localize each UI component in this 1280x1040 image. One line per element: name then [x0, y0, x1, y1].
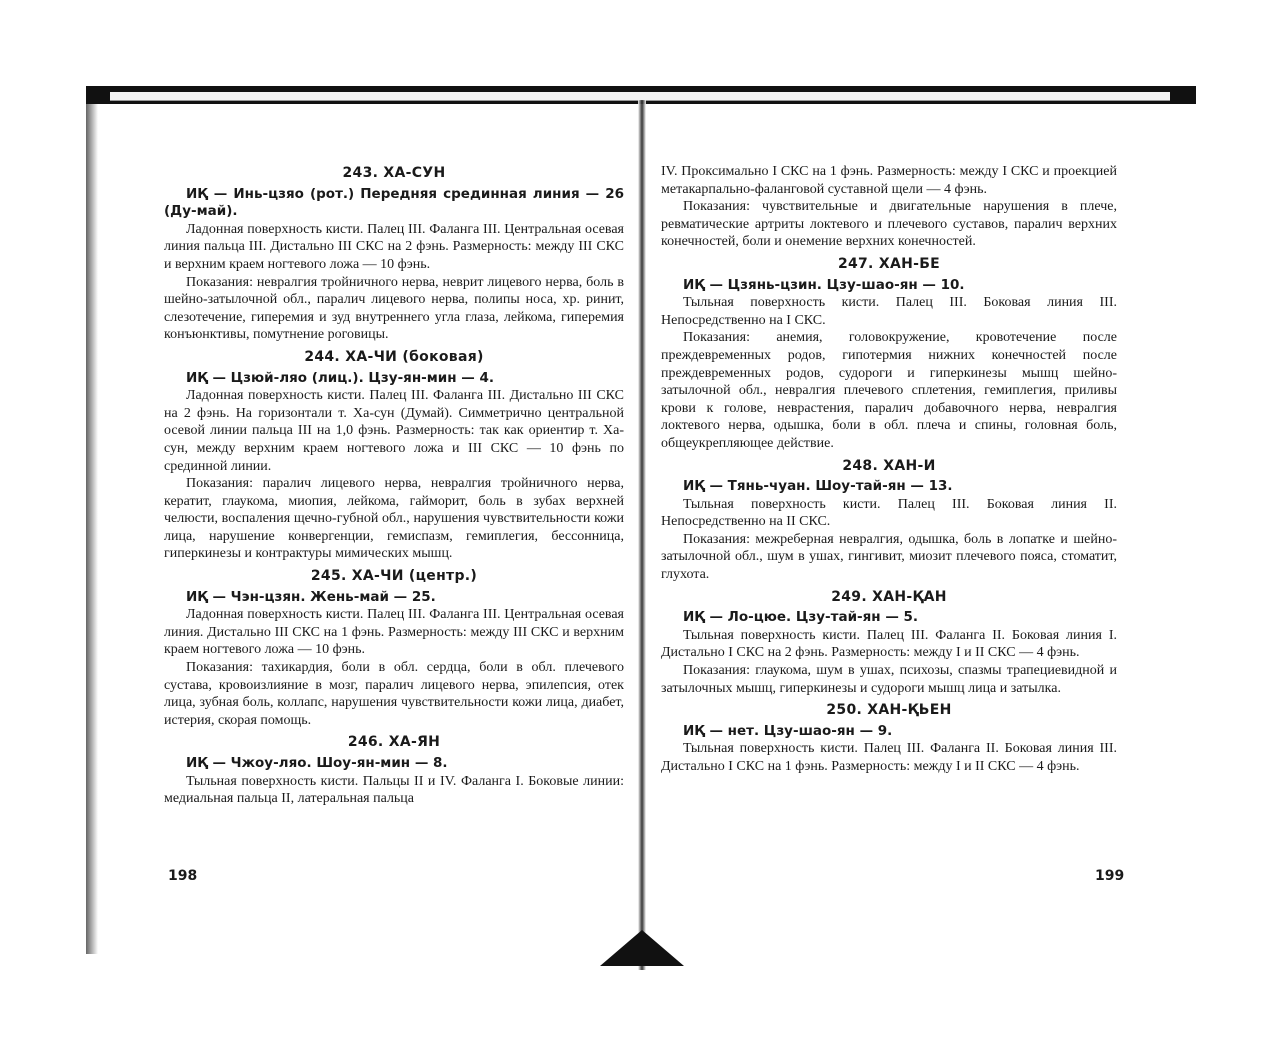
- section-heading: 247. ХАН-БЕ: [837, 255, 941, 272]
- section-heading: 244. ХА-ЧИ (боковая): [304, 348, 484, 365]
- paragraph: Тыльная поверхность кисти. Палец III. Боковая линия III. Непосредственно на I СКС.: [661, 295, 1117, 328]
- page-number-right: 199: [1095, 868, 1125, 884]
- section-heading: 246. ХА-ЯН: [347, 734, 441, 751]
- paragraph: Тыльная поверхность кисти. Пальцы II и IV. Фаланга I. Боковые линии: медиальная пальца II, латеральная пальца: [164, 773, 624, 807]
- page-number-left: 198: [168, 868, 198, 884]
- book-gutter: [638, 100, 646, 970]
- section-heading: 245. ХА-ЧИ (центр.): [310, 568, 478, 585]
- right-page: [661, 163, 1117, 776]
- paragraph: Показания: тахикардия, боли в обл. сердца, боли в обл. плечевого сустава, кровоизлияние в мозг, паралич лицевого нерва, эпилепсия, отек лица, зубная боль, коллапс, нарушения чувствительности кожи лица, диабет, истерия, скорая помощь.: [164, 660, 624, 728]
- paragraph: Ладонная поверхность кисти. Палец III. Фаланга III. Дистально III СКС на 2 фэнь. На горизонтали т. Ха-сун (Думай). Симметрично центральной осевой линии пальца III на 1,0 фэнь. Размерность: так как ориентир т. Ха-сун, между верхним краем ногтевого ложа и III СКС — 10 фэнь по срединной линии.: [164, 388, 624, 474]
- ik-line: ИҚ — нет. Цзу-шао-ян — 9.: [683, 722, 893, 739]
- left-page: [164, 160, 624, 808]
- ik-line: ИҚ — Чэн-цзян. Жень-май — 25.: [186, 588, 436, 605]
- paragraph: Тыльная поверхность кисти. Палец III. Фаланга II. Боковая линия III. Дистально I СКС на 1 фэнь. Размерность: между I и II СКС — 4 фэнь.: [661, 741, 1117, 774]
- section-heading: 249. ХАН-ҚАН: [831, 588, 947, 605]
- gutter-fold-shadow: [600, 930, 684, 966]
- paragraph: Ладонная поверхность кисти. Палец III. Фаланга III. Центральная осевая линия. Дистально III СКС на 1 фэнь. Размерность: между III СКС и верхним краем ногтевого ложа — 10 фэнь.: [164, 607, 624, 658]
- ik-line: ИҚ — Инь-цзяо (рот.) Передняя срединная линия — 26 (Ду-май).: [164, 185, 624, 220]
- ik-line: ИҚ — Ло-цюе. Цзу-тай-ян — 5.: [683, 609, 919, 626]
- section-heading: 250. ХАН-ҚЬЕН: [826, 702, 952, 719]
- ik-line: ИҚ — Цзянь-цзин. Цзу-шао-ян — 10.: [683, 276, 965, 293]
- paragraph: Тыльная поверхность кисти. Палец III. Фаланга II. Боковая линия I. Дистально I СКС на 2 фэнь. Размерность: между I и II СКС — 4 фэнь.: [661, 627, 1117, 661]
- paragraph: Показания: анемия, головокружение, кровотечение после преждевременных родов, гипотермия нижних конечностей после преждевременных родов, судороги и гиперкинезы мышц шейно-затылочной обл., невралгия плечевого сплетения, гемиплегия, приливы крови к голове, неврастения, паралич добавочного нерва, невралгия локтевого нерва, одышка, боли в обл. плеча и спины, головная боль, общеукрепляющее действие.: [661, 330, 1117, 451]
- paragraph: Показания: невралгия тройничного нерва, неврит лицевого нерва, боль в шейно-затылочной обл., паралич лицевого нерва, полипы носа, хр. ринит, слезотечение, гиперемия и зуд внутреннего угла глаза, лейкома, гиперемия конъюнктивы, помутнение роговицы.: [164, 274, 624, 343]
- paragraph: Показания: глаукома, шум в ушах, психозы, спазмы трапециевидной и затылочных мышц, гиперкинезы и судороги мышц лица и затылка.: [661, 663, 1117, 696]
- paragraph: Показания: межреберная невралгия, одышка, боль в лопатке и шейно-затылочной обл., шум в ушах, гингивит, миозит плечевого пояса, стоматит, глухота.: [661, 531, 1117, 583]
- section-heading: 243. ХА-СУН: [342, 165, 446, 181]
- paragraph: Ладонная поверхность кисти. Палец III. Фаланга III. Центральная осевая линия пальца III. Дистально III СКС на 2 фэнь. Размерность: между III СКС и верхним краем ногтевого ложа — 10 фэнь.: [164, 221, 624, 272]
- continuation-paragraph: IV. Проксимально I СКС на 1 фэнь. Размерность: между I СКС и проекцией метакарпально-фаланговой суставной щели — 4 фэнь.: [661, 164, 1117, 197]
- ik-line: ИҚ — Цзюй-ляо (лиц.). Цзу-ян-мин — 4.: [186, 369, 495, 386]
- paragraph: Показания: чувствительные и двигательные нарушения в плече, ревматические артриты локтевого и плечевого суставов, паралич верхних конечностей, боли и онемение верхних конечностей.: [661, 199, 1117, 250]
- paragraph: Показания: паралич лицевого нерва, невралгия тройничного нерва, кератит, глаукома, миопия, лейкома, гайморит, боль в зубах верхней челюсти, воспаления щечно-губной обл., нарушения чувствительности кожи лица, нарушение конвергенции, гемиспазм, гемиплегия, бессонница, гиперкинезы и контрактуры мимических мышц.: [164, 476, 624, 562]
- ik-line: ИҚ — Чжоу-ляо. Шоу-ян-мин — 8.: [186, 755, 448, 771]
- section-heading: 248. ХАН-И: [842, 457, 936, 474]
- left-edge-shadow: [86, 104, 98, 954]
- ik-line: ИҚ — Тянь-чуан. Шоу-тай-ян — 13.: [683, 478, 953, 495]
- paragraph: Тыльная поверхность кисти. Палец III. Боковая линия II. Непосредственно на II СКС.: [661, 496, 1117, 530]
